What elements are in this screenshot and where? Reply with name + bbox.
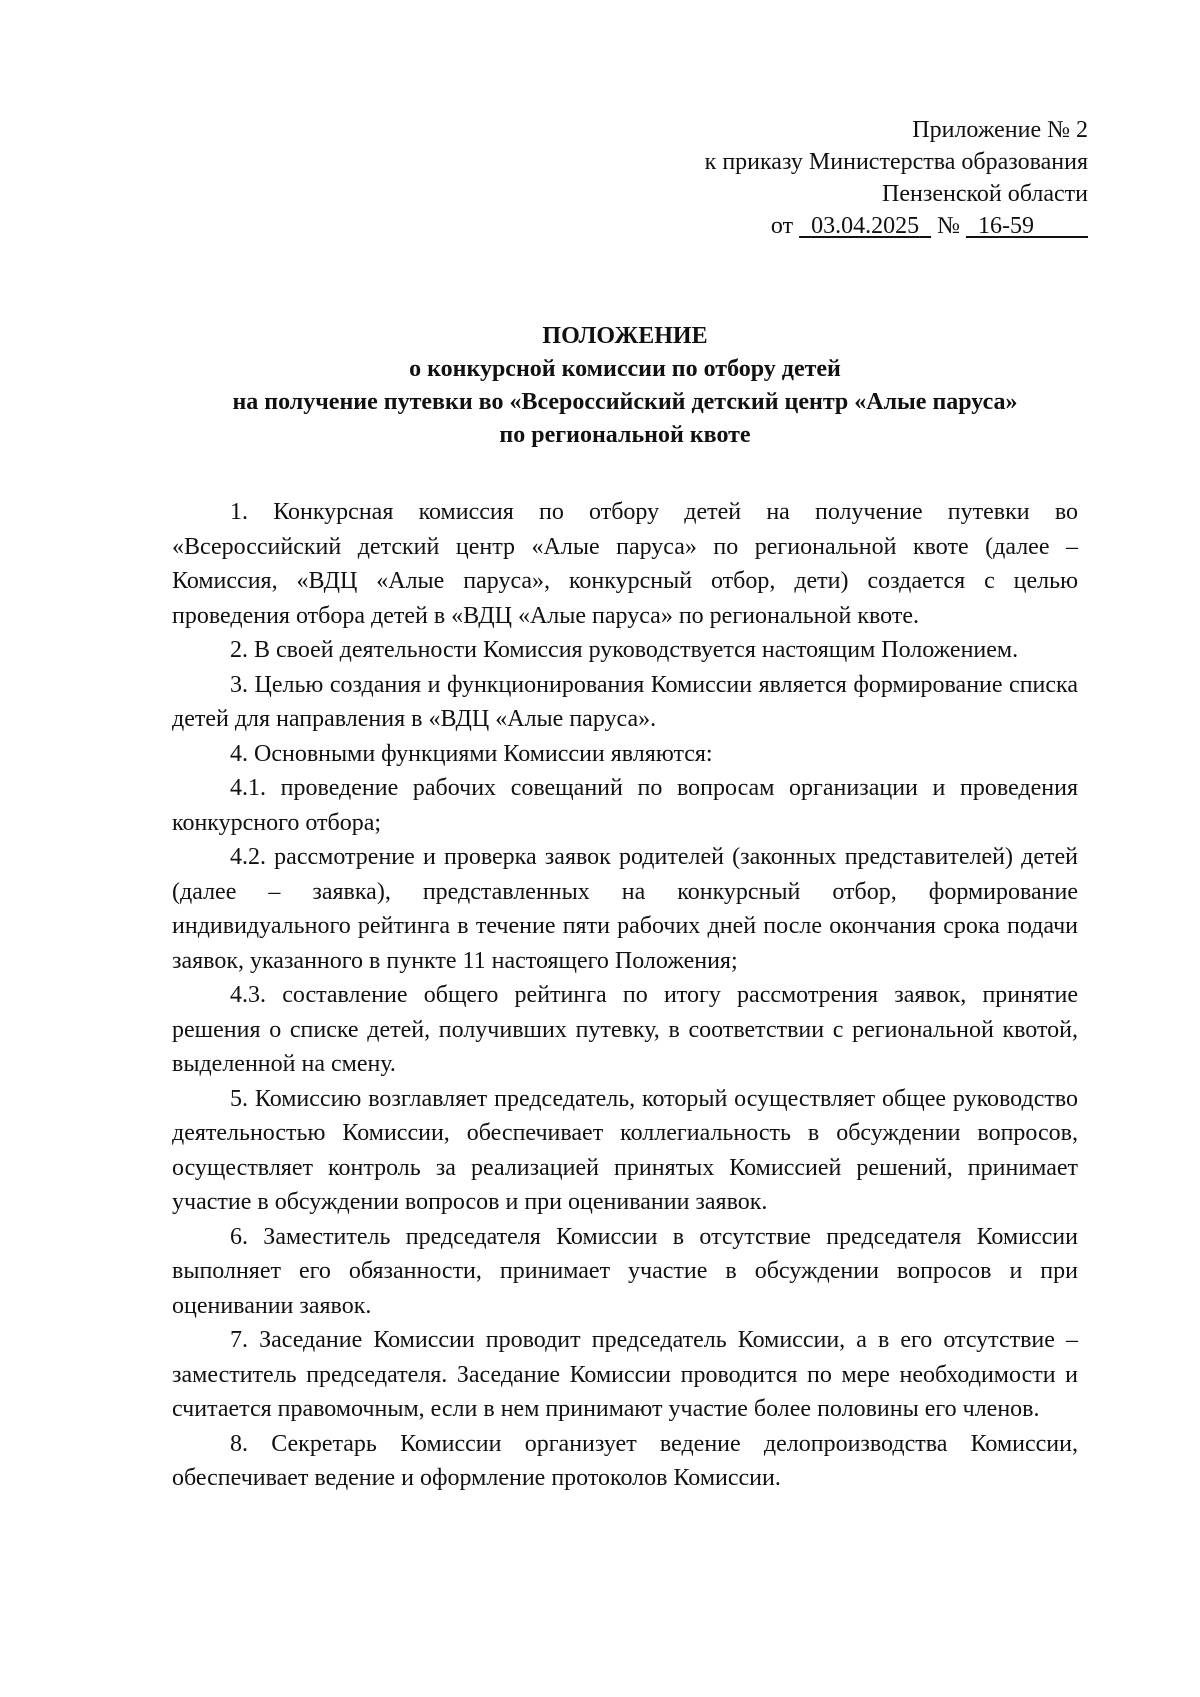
paragraph-7: 7. Заседание Комиссии проводит председатель Комиссии, а в его отсутствие – заместитель председателя. Заседание Комиссии проводится по мере необходимости и считается правомочным, если в нем принимают участие более половины его членов. xyxy=(172,1327,1078,1422)
region-name: Пензенской области xyxy=(882,181,1088,207)
paragraph-5: 5. Комиссию возглавляет председатель, который осуществляет общее руководство деятельностью Комиссии, обеспечивает коллегиальность в обсуждении вопросов, осуществляет контроль за реализацией принятых Комиссией решений, принимает участие в обсуждении вопросов и при оценивании заявок. xyxy=(172,1085,1078,1215)
title-line-4: по региональной квоте xyxy=(499,422,751,448)
title-line-3: на получение путевки во «Всероссийский детский центр «Алые паруса» xyxy=(232,389,1018,415)
order-reference: к приказу Министерства образования xyxy=(704,149,1088,175)
paragraph-2: 2. В своей деятельности Комиссия руководствуется настоящим Положением. xyxy=(230,637,1019,663)
document-title xyxy=(170,320,1080,452)
paragraph-6: 6. Заместитель председателя Комиссии в отсутствие председателя Комиссии выполняет его обязанности, принимает участие в обсуждении вопросов и при оценивании заявок. xyxy=(172,1223,1078,1319)
paragraph-4-2: 4.2. рассмотрение и проверка заявок родителей (законных представителей) детей (далее – заявка), представленных на конкурсный отбор, формирование индивидуального рейтинга в течение пяти рабочих дней после окончания срока подачи заявок, указанного в пункте 11 настоящего Положения; xyxy=(172,844,1078,974)
paragraph-3: 3. Целью создания и функционирования Комиссии является формирование списка детей для направления в «ВДЦ «Алые паруса». xyxy=(172,671,1078,732)
date-prefix: от xyxy=(770,213,794,239)
paragraph-4-1: 4.1. проведение рабочих совещаний по вопросам организации и проведения конкурсного отбора; xyxy=(172,775,1078,836)
paragraph-4-3: 4.3. составление общего рейтинга по итогу рассмотрения заявок, принятие решения о списке детей, получивших путевку, в соответствии с региональной квотой, выделенной на смену. xyxy=(172,982,1078,1077)
appendix-header xyxy=(705,114,1088,242)
title-line-2: о конкурсной комиссии по отбору детей xyxy=(409,356,841,382)
order-number: 16-59 xyxy=(978,213,1034,239)
paragraph-4: 4. Основными функциями Комиссии являются: xyxy=(230,740,713,767)
appendix-number: Приложение № 2 xyxy=(912,117,1088,143)
paragraph-1: 1. Конкурсная комиссия по отбору детей на получение путевки во «Всероссийский детский центр «Алые паруса» по региональной квоте (далее – Комиссия, «ВДЦ «Алые паруса», конкурсный отбор, дети) создается с целью проведения отбора детей в «ВДЦ «Алые паруса» по региональной квоте. xyxy=(172,499,1078,629)
document-body xyxy=(172,495,1078,1496)
order-date: 03.04.2025 xyxy=(811,213,920,239)
number-prefix: № xyxy=(937,213,960,239)
title-line-1: ПОЛОЖЕНИЕ xyxy=(542,323,708,349)
order-date-number xyxy=(705,210,1088,242)
paragraph-8: 8. Секретарь Комиссии организует ведение делопроизводства Комиссии, обеспечивает ведение и оформление протоколов Комиссии. xyxy=(172,1430,1078,1491)
